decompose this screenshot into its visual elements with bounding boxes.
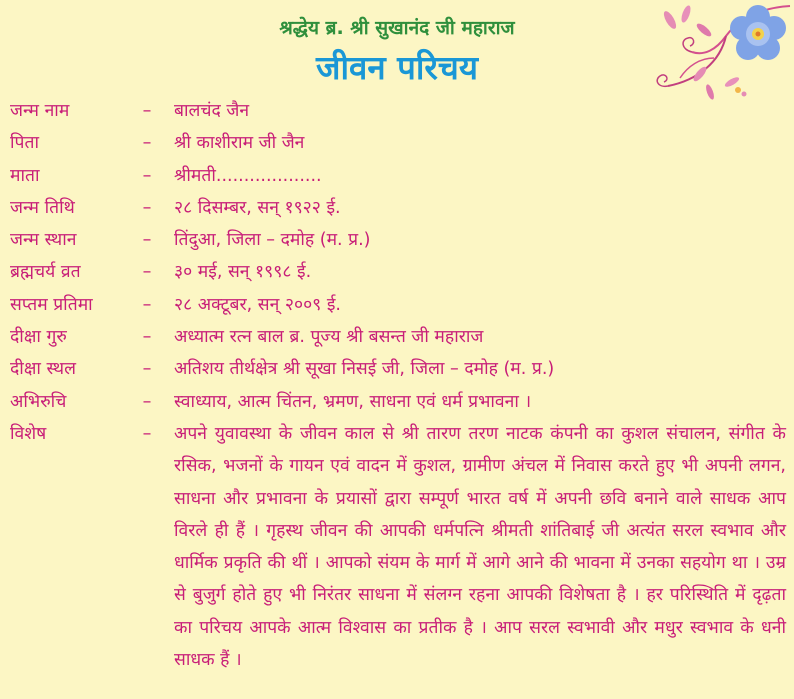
special-note-paragraph: अपने युवावस्था के जीवन काल से श्री तारण तरण नाटक कंपनी का कुशल संचालन, संगीत के रसिक, भजनों के गायन एवं वादन में कुशल, ग्रामीण अंचल में निवास करते हुए भी अपनी लगन, साधना और प्रभावना के प्रयासों द्वारा सम्पूर्ण भारत वर्ष में अपनी छवि बनाने वाले साधक आप विरले ही हैं । गृहस्थ जीवन की आपकी धर्मपत्नि श्रीमती शांतिबाई जी अत्यंत सरल स्वभाव और धार्मिक प्रकृति की थीं । आपको संयम के मार्ग में आगे आने की भावना में उनका सहयोग था । उम्र से बुजुर्ग होते हुए भी निरंतर साधना में संलग्न रहना आपकी विशेषता है । हर परिस्थिति में दृढ़ता का परिचय आपके आत्म विश्वास का प्रतीक है । आप सरल स्वभावी और मधुर स्वभाव के धनी साधक हैं । <box>174 423 786 671</box>
row-separator: – <box>142 133 152 154</box>
row-label: माता <box>10 165 40 186</box>
row-separator: – <box>142 423 152 444</box>
row-separator: – <box>142 359 152 380</box>
row-separator: – <box>142 197 152 218</box>
page-title: जीवन परिचय <box>315 48 479 87</box>
table-row <box>10 289 790 321</box>
row-separator: – <box>142 391 152 412</box>
table-row <box>10 224 790 256</box>
row-label: जन्म स्थान <box>10 230 77 251</box>
table-row <box>10 160 790 192</box>
row-label: दीक्षा स्थल <box>10 359 76 380</box>
row-separator: – <box>142 230 152 251</box>
row-value: ३० मई, सन् १९९८ ई. <box>174 262 312 283</box>
row-label: दीक्षा गुरु <box>10 327 67 348</box>
row-separator: – <box>142 101 152 121</box>
table-row <box>10 95 790 127</box>
row-label: सप्तम प्रतिमा <box>10 294 93 315</box>
table-row <box>10 418 790 676</box>
row-value: २८ अक्टूबर, सन् २००९ ई. <box>174 294 341 315</box>
table-row <box>10 386 790 418</box>
row-value: स्वाध्याय, आत्म चिंतन, भ्रमण, साधना एवं धर्म प्रभावना । <box>174 391 532 412</box>
row-value: बालचंद जैन <box>174 101 250 121</box>
table-row <box>10 127 790 159</box>
row-value: श्री काशीराम जी जैन <box>174 133 305 154</box>
page-subtitle: श्रद्धेय ब्र. श्री सुखानंद जी महाराज <box>279 17 515 39</box>
biography-table <box>10 95 790 676</box>
row-label: ब्रह्मचर्य व्रत <box>10 262 81 283</box>
row-separator: – <box>142 327 152 348</box>
row-label: अभिरुचि <box>10 391 67 412</box>
row-label: पिता <box>10 133 39 154</box>
row-value: २८ दिसम्बर, सन् १९२२ ई. <box>174 197 341 218</box>
row-separator: – <box>142 294 152 315</box>
table-row <box>10 353 790 385</box>
row-separator: – <box>142 165 152 186</box>
table-row <box>10 256 790 288</box>
row-label: जन्म नाम <box>10 101 70 121</box>
floral-ornament-icon <box>640 0 794 110</box>
table-row <box>10 321 790 353</box>
row-label: जन्म तिथि <box>10 197 75 218</box>
row-value: तिंदुआ, जिला – दमोह (म. प्र.) <box>174 230 371 251</box>
row-value: श्रीमती................... <box>174 165 322 186</box>
table-row <box>10 192 790 224</box>
row-separator: – <box>142 262 152 283</box>
row-value: अध्यात्म रत्न बाल ब्र. पूज्य श्री बसन्त जी महाराज <box>174 327 484 348</box>
row-value: अतिशय तीर्थक्षेत्र श्री सूखा निसई जी, जिला – दमोह (म. प्र.) <box>174 359 555 380</box>
row-label: विशेष <box>10 423 47 444</box>
